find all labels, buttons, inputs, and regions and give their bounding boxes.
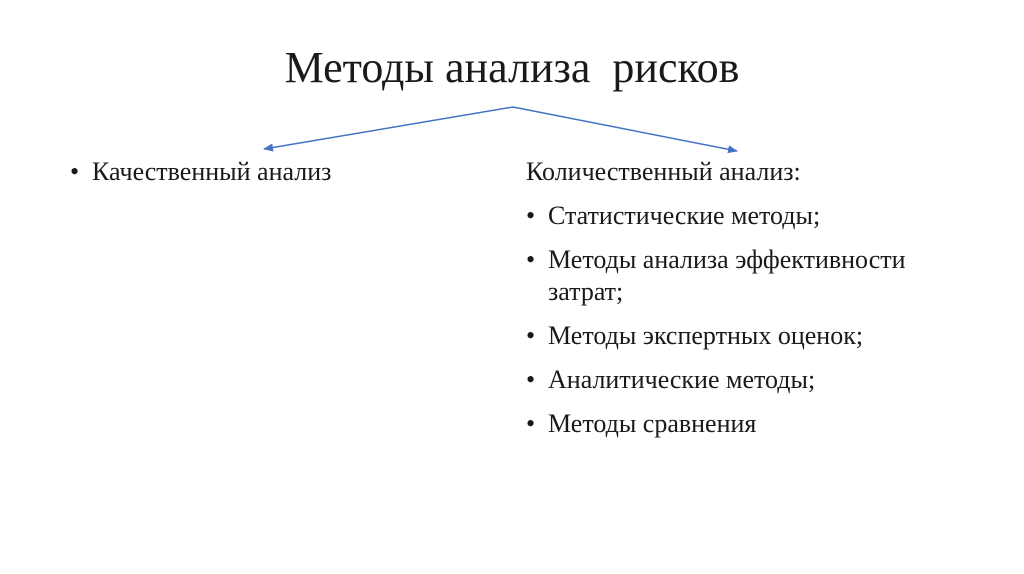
qualitative-analysis-label: Качественный анализ: [92, 157, 332, 186]
list-item-label: Методы экспертных оценок;: [548, 321, 864, 350]
arrow-right: [513, 107, 737, 151]
list-item-label: Методы сравнения: [548, 409, 757, 438]
bullet-marker: •: [526, 409, 536, 438]
bullet-marker: •: [526, 245, 536, 274]
bullet-marker: •: [526, 321, 536, 350]
qualitative-analysis-item: [70, 157, 331, 187]
list-item-label: Методы анализа эффективности затрат;: [548, 245, 906, 306]
list-item: [526, 320, 986, 352]
list-item: [526, 408, 986, 440]
list-item-label: Аналитические методы;: [548, 365, 816, 394]
list-item-label: Статистические методы;: [548, 201, 821, 230]
bullet-marker: •: [526, 201, 536, 230]
bullet-marker: •: [526, 365, 536, 394]
slide-title: Методы анализа рисков: [284, 43, 740, 92]
quantitative-analysis-heading: Количественный анализ:: [526, 157, 801, 186]
arrow-left: [264, 107, 513, 149]
quantitative-methods-list: [526, 200, 986, 452]
bullet-marker: •: [70, 157, 80, 186]
list-item: [526, 364, 986, 396]
list-item: [526, 200, 986, 232]
list-item: [526, 244, 986, 308]
